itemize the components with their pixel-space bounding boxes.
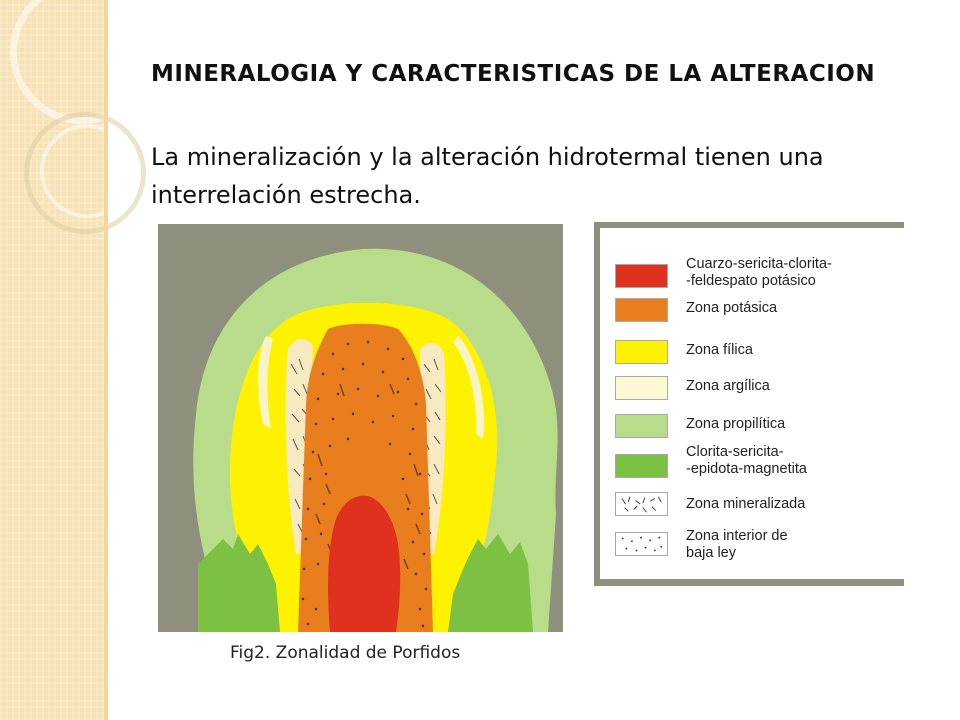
legend-swatch [615,264,668,288]
legend-label: Zona mineralizada [686,496,806,512]
porphyry-zonation-diagram [158,224,563,632]
legend-swatch-dots [615,532,668,556]
legend-box [600,228,904,579]
decorative-circle [10,0,154,124]
legend-swatch [615,340,668,364]
legend-panel [594,222,904,586]
legend-swatch [615,454,668,478]
legend-label: Zona argílica [686,378,770,394]
legend-label: Zona fílica [686,342,753,358]
legend-label: Clorita-sericita- -epidota-magnetita [686,444,807,477]
slide-body-text: La mineralización y la alteración hidrotermal tienen una interrelación estrecha. [151,143,824,209]
legend-swatch [615,376,668,400]
legend-label: Zona interior de baja ley [686,528,788,561]
legend-label: Zona potásica [686,300,778,316]
side-band-edge [104,0,108,720]
decorative-side-band [0,0,104,720]
decorative-circle [40,124,134,218]
legend-swatch-dashes [615,492,668,516]
legend-swatch [615,298,668,322]
slide-title: MINERALOGIA Y CARACTERISTICAS DE LA ALTERACION [151,61,876,87]
legend-swatch [615,414,668,438]
legend-label: Cuarzo-sericita-clorita- -feldespato potásico [686,256,832,289]
legend-label: Zona propilítica [686,416,786,432]
figure-caption: Fig2. Zonalidad de Porfidos [230,643,461,663]
